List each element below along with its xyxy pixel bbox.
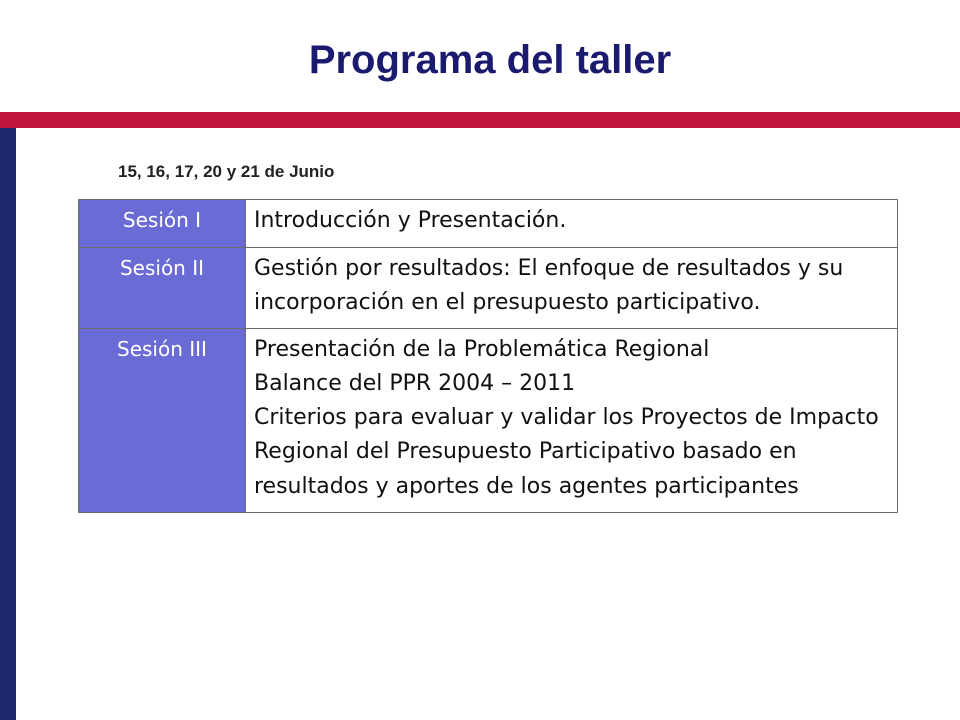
side-accent-bar: [0, 128, 16, 720]
session-line: Gestión por resultados: El enfoque de resultados y su incorporación en el presupuesto participativo.: [254, 256, 844, 316]
session-description: [246, 248, 898, 329]
session-label: Sesión III: [79, 329, 246, 512]
session-line: Presentación de la Problemática Regional: [254, 337, 710, 363]
table-row: [79, 329, 898, 512]
session-description: [246, 329, 898, 512]
session-line: Criterios para evaluar y validar los Proyectos de Impacto Regional del Presupuesto Participativo basado en resultados y aportes de los agentes participantes: [254, 405, 879, 499]
session-line: Balance del PPR 2004 – 2011: [254, 371, 576, 397]
session-line: Introducción y Presentación.: [254, 208, 567, 233]
table-row: [79, 200, 898, 248]
session-label: Sesión I: [79, 200, 246, 248]
slide-title: Programa del taller: [308, 38, 672, 82]
header-accent-bar: [0, 112, 960, 128]
session-description: [246, 200, 898, 248]
table-row: [79, 248, 898, 329]
session-label: Sesión II: [79, 248, 246, 329]
workshop-dates: 15, 16, 17, 20 y 21 de Junio: [118, 162, 335, 181]
sessions-table: [78, 199, 898, 513]
